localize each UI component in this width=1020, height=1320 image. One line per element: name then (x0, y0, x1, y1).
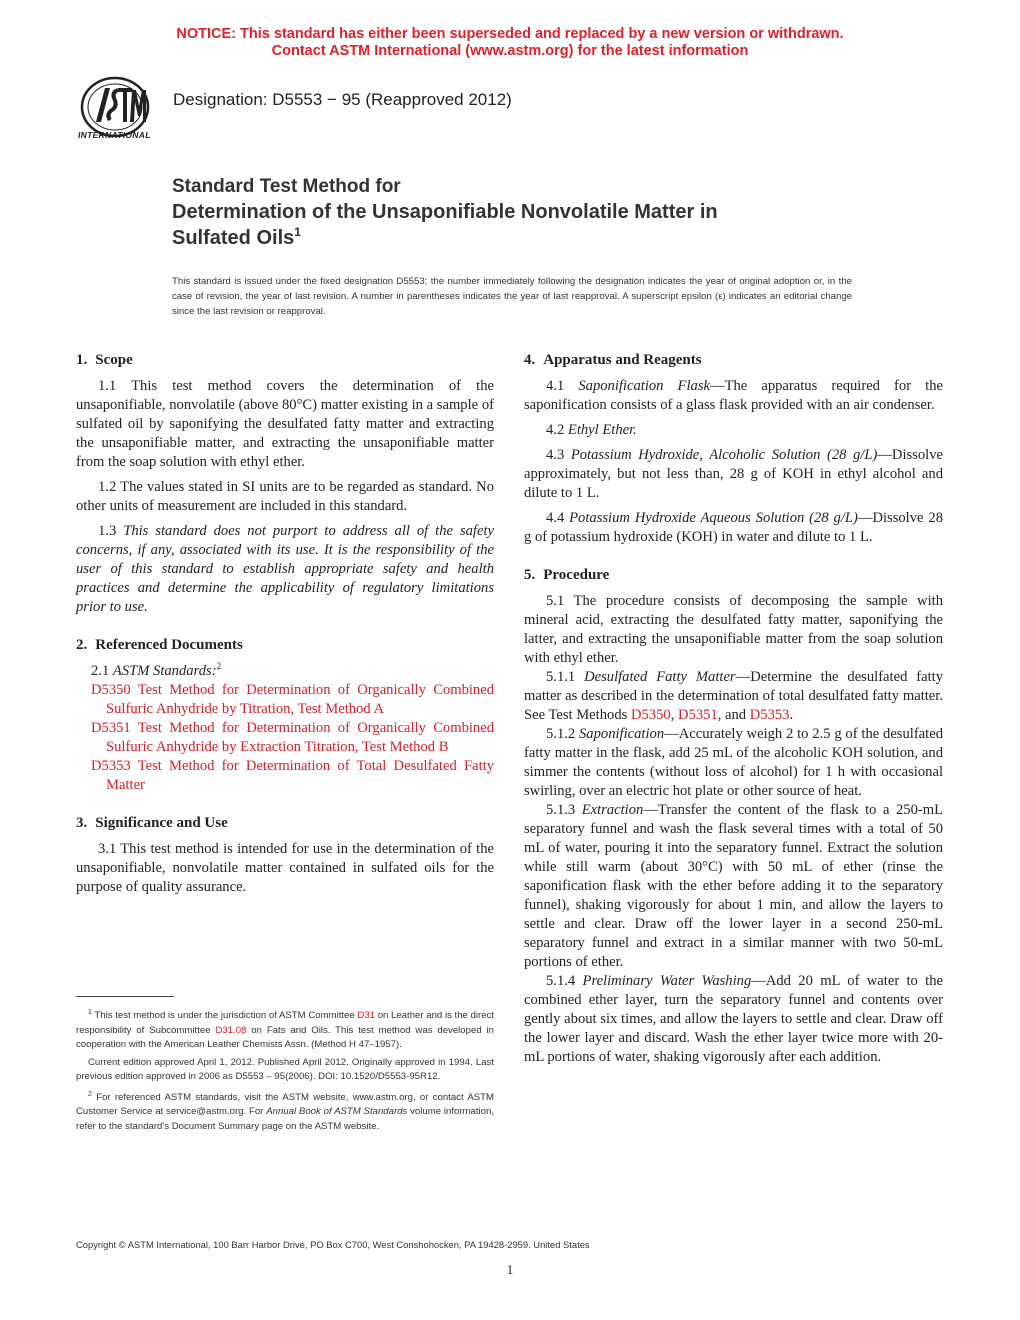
paragraph: 1.2 The values stated in SI units are to be regarded as standard. No other units of measurement are included in this standard. (76, 479, 494, 514)
section-heading: 5. Procedure (524, 567, 610, 583)
designation: Designation: D5553 − 95 (Reapproved 2012) (173, 90, 512, 109)
section-referenced-documents (76, 635, 494, 795)
title-line-3: Sulfated Oils (172, 227, 295, 249)
reference-link-d5350[interactable]: D5350 (630, 707, 671, 723)
footnote-divider (76, 996, 174, 997)
reference-link-d5351[interactable]: D5351 (677, 707, 718, 723)
reference-title-link[interactable]: Test Method for Determination of Organically Combined Sulfuric Anhydride by Titration, Test Method A (106, 682, 494, 717)
title-line-2: Determination of the Unsaponifiable Nonvolatile Matter in (172, 201, 718, 223)
section-heading: 2. Referenced Documents (76, 637, 243, 653)
section-procedure (524, 565, 943, 1067)
title-line-1: Standard Test Method for (172, 176, 401, 197)
title-footnote-marker: 1 (294, 225, 301, 239)
paragraph: 4.4 Potassium Hydroxide Aqueous Solution (28 g/L)—Dissolve 28 g of potassium hydroxide (KOH) in water and dilute to 1 L. (524, 510, 943, 545)
paragraph: 3.1 This test method is intended for use in the determination of the unsaponifiable, nonvolatile matter contained in sulfated oils for the purpose of quality assurance. (76, 841, 494, 895)
paragraph: 5.1.2 Saponification—Accurately weigh 2 to 2.5 g of the desulfated fatty matter in the flask, add 25 mL of the alcoholic KOH solution, and simmer the contents (without loss of alcohol) for 1 h with occasional swirling, over an electric hot plate or other source of heat. (524, 726, 943, 799)
withdrawal-notice (0, 26, 1020, 60)
footnote-1-approval: Current edition approved April 1, 2012. Published April 2012. Originally approved in 1994. Last previous edition approved in 2006 as D5553 – 95(2006). DOI: 10.1520/D5553-95R12. (76, 1056, 494, 1083)
subsection-heading: 2.1 ASTM Standards:$^2$ (91, 661, 222, 679)
section-heading: 4. Apparatus and Reagents (524, 352, 702, 368)
section-scope (76, 350, 494, 617)
reference-link-d5353[interactable]: D5353 (749, 707, 790, 723)
paragraph: 1.1 This test method covers the determination of the unsaponifiable, nonvolatile (above 80°C) matter existing in a sample of sulfated oil by saponifying the desulfated fatty matter and extracting the unsaponifiable matter, and extracting the unsaponifiable matter from the soap solution with ethyl ether. (76, 378, 494, 470)
paragraph: 5.1 The procedure consists of decomposing the sample with mineral acid, extracting the desulfated fatty matter, saponifying the latter, and extracting the unsaponifiable matter from the soap solution with ethyl ether. (524, 593, 943, 666)
footnote-1: $^1$ This test method is under the jurisdiction of ASTM Committee D31 on Leather and is the direct responsibility of Subcommittee D31.08 on Fats and Oils. This test method was developed in cooperation with the American Leather Chemists Assn. (Method H 47–1957). (76, 1009, 495, 1051)
reference-title-link[interactable]: Test Method for Determination of Total Desulfated Fatty Matter (106, 758, 494, 793)
reference-code-link[interactable]: D5353 (91, 758, 131, 774)
notice-line-1: NOTICE: This standard has either been superseded and replaced by a new version or withdrawn. (176, 26, 844, 42)
document-title (172, 174, 892, 251)
right-column (524, 350, 943, 1067)
subcommittee-link[interactable]: D31.08 (215, 1024, 247, 1036)
paragraph: 4.2 Ethyl Ether. (546, 422, 637, 438)
reference-item[interactable] (76, 719, 494, 757)
notice-line-2: Contact ASTM International (www.astm.org) for the latest information (271, 43, 749, 59)
section-heading: 1. Scope (76, 352, 133, 368)
reference-code-link[interactable]: D5351 (91, 720, 131, 736)
reference-code-link[interactable]: D5350 (91, 682, 131, 698)
paragraph: 5.1.4 Preliminary Water Washing—Add 20 mL of water to the combined ether layer, turn the separatory funnel and contents over gently about six times, and allow the layers to settle and clear. Draw off the lower layer and discard. Wash the ether layer twice more with 20-mL portions of water, shaking vigorously after each addition. (524, 973, 944, 1065)
paragraph: 4.1 Saponification Flask—The apparatus required for the saponification consists of a glass flask provided with an air condenser. (524, 378, 943, 413)
section-apparatus (524, 350, 943, 547)
reference-item[interactable] (76, 757, 494, 795)
issuance-note: This standard is issued under the fixed designation D5553; the number immediately following the designation indicates the year of original adoption or, in the case of revision, the year of last revision. A number in parentheses indicates the year of last reapproval. A superscript epsilon (ε) indicates an editorial change since the last revision or reapproval. (172, 276, 852, 317)
paragraph: 5.1.1 Desulfated Fatty Matter—Determine the desulfated fatty matter as described in the determination of total desulfated fatty matter. See Test Methods D5350, D5351, and D5353. (524, 669, 943, 723)
page-number: 1 (506, 1262, 514, 1277)
committee-link[interactable]: D31 (357, 1010, 376, 1022)
section-heading: 3. Significance and Use (76, 815, 228, 831)
reference-title-link[interactable]: Test Method for Determination of Organically Combined Sulfuric Anhydride by Extraction Titration, Test Method B (106, 720, 494, 755)
footnotes (76, 1006, 494, 1137)
section-significance (76, 813, 494, 897)
left-column (76, 350, 494, 915)
footnote-2: $^2$ For referenced ASTM standards, visit the ASTM website, www.astm.org, or contact ASTM Customer Service at service@astm.org. For Annual Book of ASTM Standards volume information, refer to the standard's Document Summary page on the ASTM website. (76, 1090, 495, 1132)
reference-item[interactable] (76, 681, 494, 719)
copyright-line: Copyright © ASTM International, 100 Barr Harbor Drive, PO Box C700, West Conshohocken, PA 19428-2959. United States (76, 1239, 590, 1250)
paragraph: 1.3 This standard does not purport to address all of the safety concerns, if any, associated with its use. It is the responsibility of the user of this standard to establish appropriate safety and health practices and determine the applicability of regulatory limitations prior to use. (76, 523, 494, 615)
paragraph: 4.3 Potassium Hydroxide, Alcoholic Solution (28 g/L)—Dissolve approximately, but not less than, 28 g of KOH in ethyl alcohol and dilute to 1 L. (524, 447, 943, 501)
paragraph: 5.1.3 Extraction—Transfer the content of the flask to a 250-mL separatory funnel and wash the flask several times with a total of 50 mL of water, pouring it into the separatory funnel. Extract the solution while still warm (about 30°C) with 50 mL of ether (rinse the saponification flask with the ether before adding it to the separatory funnel), shaking vigorously for about 1 min, and allow the layers to settle and clear. Draw off the lower layer in a second 250-mL separatory funnel and extract in a similar manner with two 50-mL portions of ether. (524, 802, 943, 970)
logo-caption: INTERNATIONAL (78, 130, 151, 140)
